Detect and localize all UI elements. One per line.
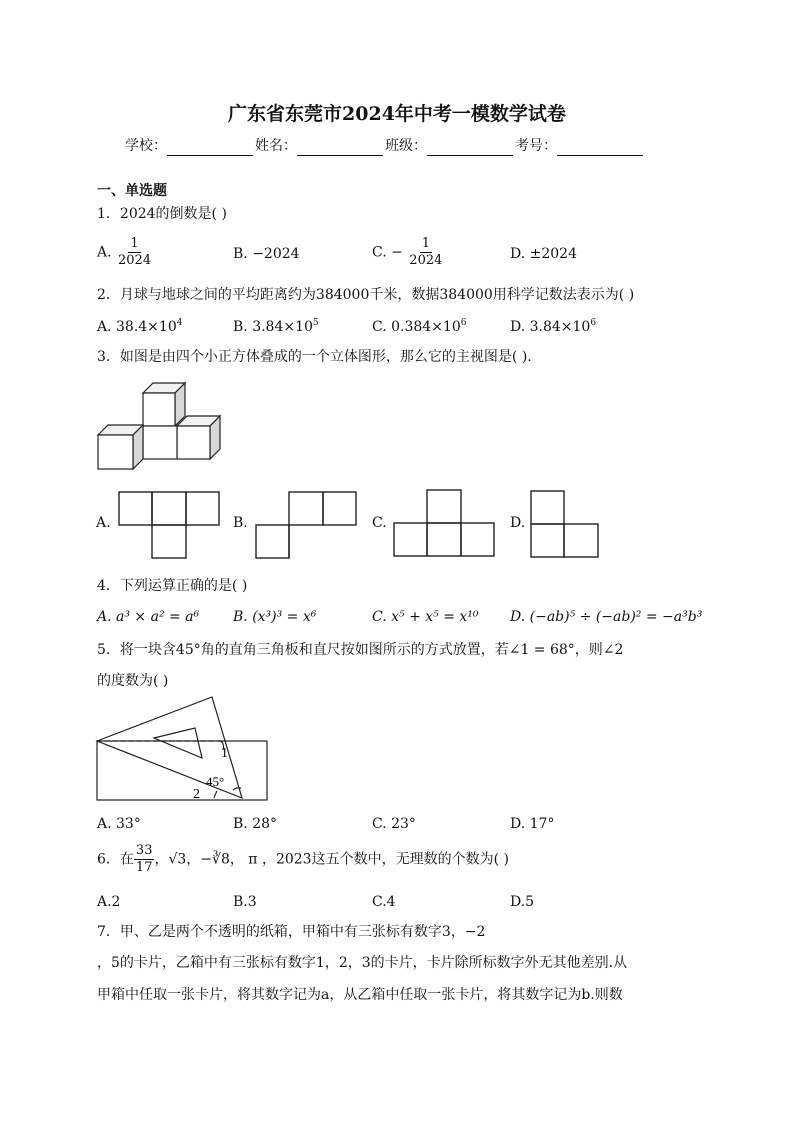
q5-option-c[interactable]: C. 23° (372, 816, 416, 832)
q2-option-c[interactable] (372, 317, 466, 337)
q1-c-label: C. − (372, 244, 403, 261)
q3-option-c-label[interactable]: C. (372, 515, 387, 531)
q6-option-c[interactable]: C.4 (372, 894, 396, 910)
q6-frac-num: 33 (135, 843, 153, 858)
q5-option-d[interactable]: D. 17° (510, 816, 555, 832)
q6-prefix: 6．在 (97, 851, 134, 868)
q7-line2: ，5的卡片，乙箱中有三张标有数字1，2，3的卡片，卡片除所标数字外无其他差别.从 (97, 955, 628, 971)
name-blank[interactable] (297, 141, 383, 156)
q5-angle-1-label: 1 (221, 746, 228, 761)
class-blank[interactable] (427, 141, 513, 156)
q4-option-b[interactable]: B. (x³)³ = x⁶ (233, 609, 317, 625)
q1-c-den: 2024 (409, 253, 443, 268)
q2-b-base: B. 3.84×10 (233, 319, 313, 335)
q4-option-a[interactable]: A. a³ × a² = a⁶ (97, 609, 200, 625)
q1-stem: 1．2024的倒数是( ) (97, 206, 227, 222)
q4-option-d[interactable]: D. (−ab)⁵ ÷ (−ab)² = −a³b³ (510, 609, 703, 625)
q1-a-label: A. (97, 244, 112, 261)
q5-triangle-ruler-figure (94, 695, 272, 803)
q2-b-exp: 5 (312, 318, 319, 328)
q6-option-d[interactable]: D.5 (510, 894, 535, 910)
q6-option-a[interactable]: A.2 (97, 894, 121, 910)
q2-c-exp: 6 (460, 318, 467, 328)
q1-option-d[interactable]: D. ±2024 (510, 246, 577, 262)
q5-option-b[interactable]: B. 28° (233, 816, 278, 832)
q3-option-d-figure (530, 490, 600, 560)
q2-option-d[interactable] (510, 317, 596, 337)
q2-a-base: A. 38.4×10 (97, 319, 177, 335)
class-label: 班级： (385, 138, 427, 154)
q2-a-exp: 4 (176, 318, 183, 328)
q6-rest: ，√3，−∛8， π ，2023这五个数中，无理数的个数为( ) (154, 851, 509, 868)
q2-option-a[interactable] (97, 317, 182, 337)
q4-option-c[interactable]: C. x⁵ + x⁵ = x¹⁰ (372, 609, 479, 625)
q1-a-num: 1 (130, 236, 139, 251)
section-heading: 一、单选题 (97, 183, 167, 199)
school-blank[interactable] (167, 141, 253, 156)
q2-c-base: C. 0.384×10 (372, 319, 461, 335)
q2-stem: 2．月球与地球之间的平均距离约为384000千米，数据384000用科学记数法表示为( ) (97, 287, 635, 303)
q5-angle-2-label: 2 (193, 787, 200, 802)
q3-option-a-label[interactable]: A. (96, 515, 111, 531)
q1-c-fraction (407, 236, 444, 269)
q1-c-num: 1 (421, 236, 430, 251)
q6-stem (97, 843, 509, 876)
q3-cube-figure (96, 380, 226, 472)
page-title: 广东省东莞市2024年中考一模数学试卷 (228, 103, 566, 125)
q3-option-a-figure (118, 491, 221, 561)
q3-option-d-label[interactable]: D. (510, 515, 526, 531)
q6-fraction (134, 843, 155, 876)
q6-frac-den: 17 (135, 860, 153, 875)
q3-option-b-figure (255, 491, 358, 561)
q1-option-c[interactable] (372, 236, 444, 269)
q4-stem: 4．下列运算正确的是( ) (97, 578, 248, 594)
q3-stem: 3．如图是由四个小正方体叠成的一个立体图形，那么它的主视图是( ). (97, 349, 532, 365)
q6-option-b[interactable]: B.3 (233, 894, 257, 910)
q1-option-a[interactable] (97, 236, 153, 269)
q2-d-exp: 6 (590, 318, 597, 328)
q5-stem-line1: 5．将一块含45°角的直角三角板和直尺按如图所示的方式放置，若∠1 = 68°，则∠2 (97, 642, 624, 658)
q1-a-den: 2024 (118, 253, 152, 268)
student-info-line (125, 136, 645, 156)
name-label: 姓名： (255, 138, 297, 154)
school-label: 学校： (125, 138, 167, 154)
q3-option-c-figure (393, 489, 496, 559)
q5-angle-45-label: 45° (206, 774, 225, 789)
q1-a-fraction (116, 236, 153, 269)
q5-option-a[interactable]: A. 33° (97, 816, 141, 832)
q5-stem-line2: 的度数为( ) (97, 673, 169, 689)
q3-option-b-label[interactable]: B. (233, 515, 248, 531)
q1-option-b[interactable]: B. −2024 (233, 246, 300, 262)
q2-d-base: D. 3.84×10 (510, 319, 591, 335)
number-label: 考号： (515, 138, 557, 154)
q2-option-b[interactable] (233, 317, 319, 337)
q7-line3: 甲箱中任取一张卡片，将其数字记为a，从乙箱中任取一张卡片，将其数字记为b.则数 (97, 987, 623, 1003)
number-blank[interactable] (557, 141, 643, 156)
q7-line1: 7．甲、乙是两个不透明的纸箱，甲箱中有三张标有数字3，−2 (97, 924, 486, 940)
